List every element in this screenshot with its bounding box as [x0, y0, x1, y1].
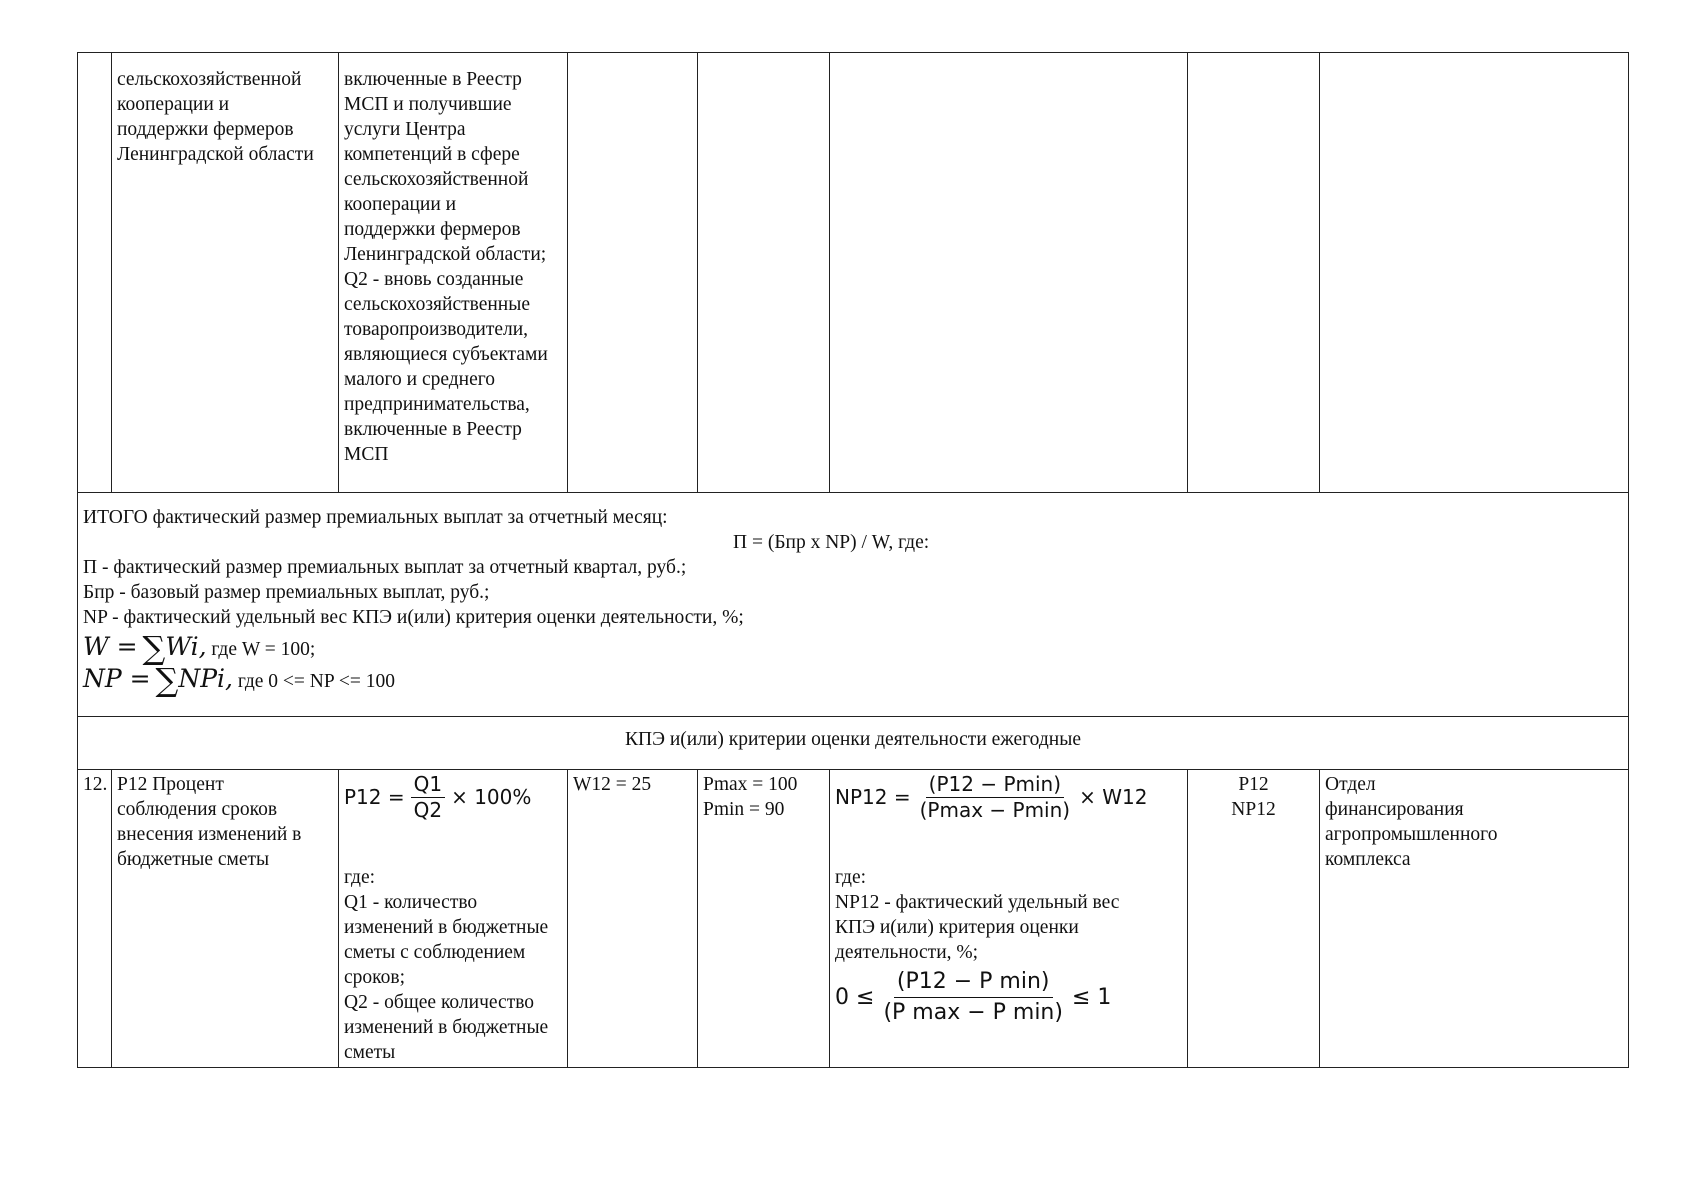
total-title: ИТОГО фактический размер премиальных выплат за отчетный месяц: [83, 507, 668, 528]
cell-responsible [1320, 770, 1629, 1068]
inequality-rhs: ≤ 1 [1071, 985, 1112, 1010]
table-row-total [78, 493, 1629, 717]
w-sum-lhs: W = [83, 632, 138, 661]
np12-fraction [917, 772, 1074, 823]
inequality-lhs: 0 ≤ [835, 985, 875, 1010]
sigma-symbol: ∑ [142, 629, 166, 667]
cell-kpi-name [112, 53, 339, 493]
kpi-name-text: Р12 Процент соблюдения сроков внесения изменений в бюджетные сметы [117, 774, 302, 870]
cell-limits [698, 770, 830, 1068]
p12-numerator: Q1 [411, 772, 445, 798]
cell-kpi-name [112, 770, 339, 1068]
formula-description: где: Q1 - количество изменений в бюджетные сметы с соблюдением сроков; Q2 - общее количество изменений в бюджетные сметы [344, 867, 549, 1063]
definition-np: NP - фактический удельный вес КПЭ и(или) критерия оценки деятельности, %; [83, 607, 744, 628]
p12-denominator: Q2 [413, 798, 443, 822]
inequality-fraction [880, 967, 1066, 1028]
np12-numerator: (P12 − Pmin) [926, 772, 1064, 798]
total-block [78, 493, 1629, 717]
table-row-continued [78, 53, 1629, 493]
total-formula: П = (Бпр x NP) / W, где: [733, 532, 930, 553]
inequality-numerator: (P12 − P min) [894, 967, 1053, 998]
cell-weight: W12 = 25 [568, 770, 698, 1068]
cell-formula [339, 770, 568, 1068]
pmax-value: Pmax = 100 [703, 774, 798, 795]
cell-formula-text [339, 53, 568, 493]
np-sum-condition: где 0 <= NP <= 100 [237, 671, 395, 692]
cell-num: 12. [78, 770, 112, 1068]
inequality-denominator: (P max − P min) [883, 1000, 1063, 1025]
p12-formula-lhs: P12 = [344, 785, 405, 809]
formula-description: включенные в Реестр МСП и получившие услуги Центра компетенций в сфере сельскохозяйственной кооперации и поддержки фермеров Ленинградской области; Q2 - вновь созданные сельскохозяйственные товаропроизводители, являющиеся субъектами малого и среднего предпринимательства, включенные в Реестр МСП [344, 69, 548, 465]
np-sum-lhs: NP = [83, 664, 151, 693]
w-sum-condition: где W = 100; [211, 639, 316, 660]
code-p12: P12 [1238, 774, 1269, 795]
cell-responsible-empty [1320, 53, 1629, 493]
table-row [78, 770, 1629, 1068]
sigma-symbol: ∑ [155, 661, 179, 699]
np12-denominator: (Pmax − Pmin) [919, 798, 1071, 822]
cell-num-empty [78, 53, 112, 493]
cell-calculation [830, 770, 1188, 1068]
cell-weight-empty [568, 53, 698, 493]
calc-description: где: NP12 - фактический удельный вес КПЭ и(или) критерия оценки деятельности, %; [835, 867, 1120, 963]
code-np12: NP12 [1231, 799, 1276, 820]
w-sum-formula [83, 629, 1623, 667]
np12-formula-rhs: × W12 [1079, 785, 1148, 809]
cell-limits-empty [698, 53, 830, 493]
responsible-dept: Отдел финансирования агропромышленного комплекса [1325, 774, 1498, 870]
pmin-value: Pmin = 90 [703, 799, 785, 820]
np-sum-formula [83, 661, 1623, 699]
p12-formula-rhs: × 100% [451, 785, 532, 809]
definition-bpr: Бпр - базовый размер премиальных выплат, руб.; [83, 582, 490, 603]
cell-code [1188, 770, 1320, 1068]
p12-fraction [411, 772, 445, 823]
p12-formula [344, 772, 562, 823]
np12-inequality [835, 967, 1182, 1028]
cell-code-empty [1188, 53, 1320, 493]
np-sum-rhs: NPi, [178, 664, 233, 693]
np12-formula-lhs: NP12 = [835, 785, 911, 809]
annual-section-header: КПЭ и(или) критерии оценки деятельности ежегодные [78, 717, 1629, 770]
kpi-name-text: сельскохозяйственной кооперации и поддержки фермеров Ленинградской области [117, 69, 314, 165]
w-sum-rhs: Wi, [165, 632, 207, 661]
kpi-table [77, 52, 1629, 1068]
cell-calc-empty [830, 53, 1188, 493]
table-row-section-header [78, 717, 1629, 770]
definition-p: П - фактический размер премиальных выплат за отчетный квартал, руб.; [83, 557, 687, 578]
np12-formula [835, 772, 1182, 823]
